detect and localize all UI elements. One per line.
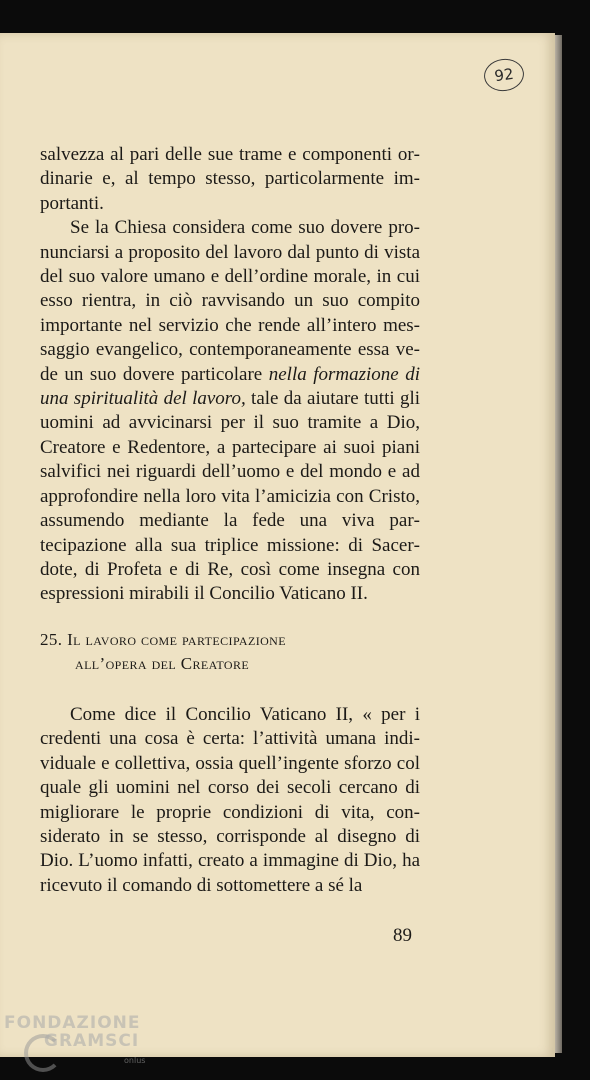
handwritten-page-annotation: 92 xyxy=(482,56,526,93)
paragraph-2 xyxy=(40,216,420,607)
paragraph-2-end: tale da aiutare tutti gli uomini ad avvicinarsi per il suo tramite a Dio, Creatore e Redentore, a partecipare ai suoi piani salvifici nei riguardi dell’uomo e del mondo e ad approfondire nella loro vita l’amicizia con Cristo, assumendo mediante la fede una viva partecipazione alla sua triplice missione: di Sacerdote, di Profeta e di Re, così come insegna con espressioni mirabili il Concilio Vaticano II. xyxy=(40,388,420,605)
watermark xyxy=(4,1013,146,1065)
watermark-small: onlus xyxy=(124,1056,146,1065)
section-heading-line-1: 25. Il lavoro come partecipazione xyxy=(40,630,286,649)
body-text-top xyxy=(40,143,420,607)
paragraph-3: Come dice il Concilio Vaticano II, « per i credenti una cosa è certa: l’attività umana individuale e collettiva, ossia quell’ingente sforzo col quale gli uomini nel corso dei secoli cercano di migliorare le proprie condizioni di vita, considerato in se stesso, corrisponde al disegno di Dio. L’uomo infatti, creato a immagine di Dio, ha ricevuto il comando di sottomettere a sé la xyxy=(40,704,420,896)
watermark-line-2: GRAMSCI xyxy=(44,1031,140,1051)
paragraph-1: salvezza al pari delle sue trame e componenti ordinarie e, al tempo stesso, particolarmente importanti. xyxy=(40,144,420,214)
page-number: 89 xyxy=(393,925,412,946)
section-heading-line-2: all’opera del Creatore xyxy=(75,654,250,673)
section-heading xyxy=(40,628,420,676)
paragraph-2-start: Se la Chiesa considera come suo dovere pronunciarsi a proposito del lavoro dal punto di vista del suo valore umano e dell’ordine morale, in cui esso rientra, in ciò ravvisando un suo compito importante nel servizio che rende all’intero messaggio evangelico, contemporaneamente essa vede un suo dovere particolare xyxy=(40,217,420,385)
page-edge xyxy=(555,35,562,1053)
body-text-bottom xyxy=(40,703,420,898)
watermark-line-1: FONDAZIONE xyxy=(4,1013,141,1033)
paragraph-2-emphasis: nella formazione di una spiritualità del lavoro, xyxy=(40,363,420,410)
